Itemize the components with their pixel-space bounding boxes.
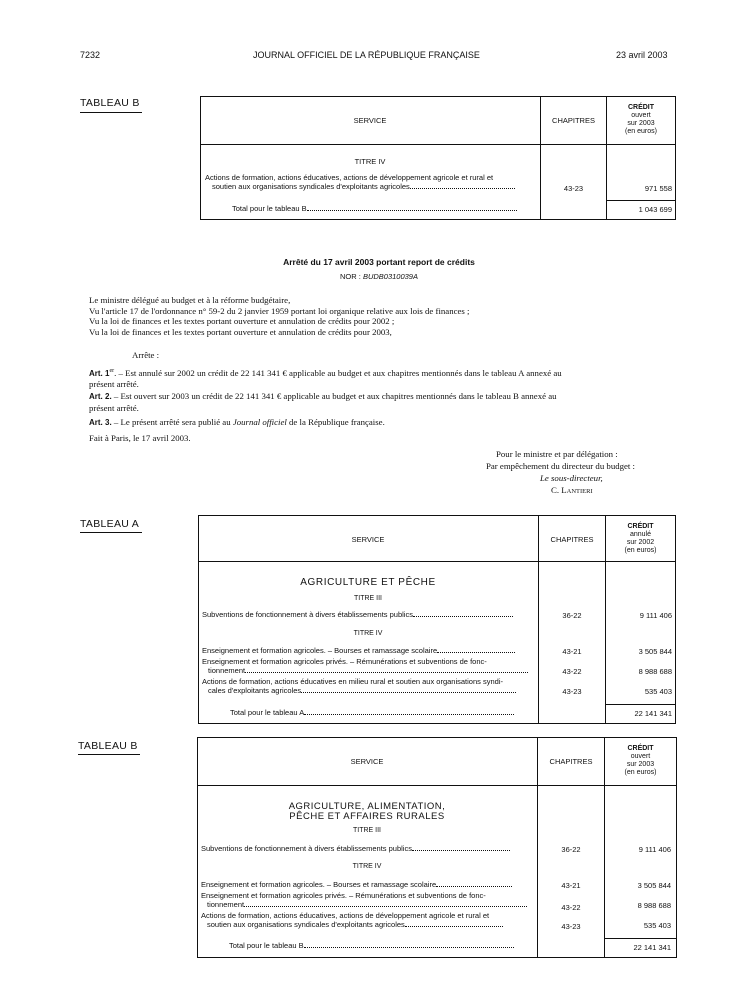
- r4-amt: 535 403: [643, 921, 671, 930]
- label-underline: [80, 112, 142, 113]
- arrete-word: Arrête :: [132, 350, 160, 360]
- total-label: Total pour le tableau A: [230, 708, 514, 717]
- r2-amt: 3 505 844: [637, 881, 671, 890]
- row-r1: Subventions de fonctionnement à divers établissements publics: [201, 844, 510, 853]
- section-title-1: AGRICULTURE, ALIMENTATION,: [288, 801, 446, 812]
- col-chapitres: CHAPITRES: [549, 757, 593, 766]
- r1-amt: 9 111 406: [638, 845, 671, 854]
- table-b2-label: TABLEAU B: [78, 740, 138, 752]
- arrete-title: Arrêté du 17 avril 2003 portant report de crédits: [283, 257, 475, 267]
- r1-chap: 36-22: [561, 845, 581, 854]
- article-1: Art. 1er. – Est annulé sur 2002 un crédit de 22 141 341 € applicable au budget et aux chapitres mentionnés dans le tableau A annexé au présent arrêté.: [89, 367, 562, 390]
- titre-iii: TITRE III: [354, 595, 382, 602]
- col-credit: CRÉDIT ouvert sur 2003 (en euros): [625, 104, 657, 135]
- col-credit: CRÉDIT annulé sur 2002 (en euros): [624, 523, 657, 554]
- article-3: Art. 3. – Le présent arrêté sera publié au Journal officiel de la République française.: [89, 417, 385, 427]
- row-text-2: soutien aux organisations syndicales d'exploitants agricoles: [212, 182, 515, 191]
- sig-4: C. LANTIERI: [551, 485, 593, 495]
- r1-amt: 9 111 406: [639, 611, 672, 620]
- r4-chap: 43-23: [561, 922, 581, 931]
- titre-iv: TITRE IV: [352, 863, 382, 870]
- row-r3-l2: tionnement: [208, 666, 528, 675]
- total-label: Total pour le tableau B: [229, 941, 514, 950]
- total-label: Total pour le tableau B: [232, 204, 517, 213]
- titre-iii: TITRE III: [353, 827, 381, 834]
- row-amount: 971 558: [644, 184, 672, 193]
- r4-amt: 535 403: [644, 687, 672, 696]
- col-credit: CRÉDIT ouvert sur 2003 (en euros): [624, 745, 657, 776]
- r1-chap: 36-22: [562, 611, 582, 620]
- r3-amt: 8 988 688: [637, 901, 671, 910]
- article-2: Art. 2. – Est ouvert sur 2003 un crédit de 22 141 341 € applicable au budget et aux chapitres mentionnés dans le tableau B annexé au présent arrêté.: [89, 391, 557, 413]
- titre-iv: TITRE IV: [353, 630, 383, 637]
- row-r3-l1: Enseignement et formation agricoles privés. – Rémunérations et subventions de fonc-: [201, 891, 486, 900]
- titre-iv: TITRE IV: [354, 157, 386, 166]
- col-chapitres: CHAPITRES: [552, 116, 595, 125]
- section-title: AGRICULTURE ET PÊCHE: [300, 577, 436, 588]
- row-r4-l2: cales d'exploitants agricoles: [208, 686, 516, 695]
- sig-1: Pour le ministre et par délégation :: [496, 449, 618, 459]
- label-underline: [80, 532, 142, 533]
- table-top-label: TABLEAU B: [80, 97, 140, 109]
- page-number: 7232: [80, 50, 101, 60]
- col-chapitres: CHAPITRES: [550, 535, 594, 544]
- col-service: SERVICE: [350, 757, 384, 766]
- total-amount: 22 141 341: [634, 709, 672, 718]
- sig-3: Le sous-directeur,: [540, 473, 603, 483]
- row-r3-l1: Enseignement et formation agricoles privés. – Rémunérations et subventions de fonc-: [202, 657, 487, 666]
- row-r4-l1: Actions de formation, actions éducatives en milieu rural et soutien aux organisations syndi-: [202, 677, 503, 686]
- total-amount: 22 141 341: [633, 943, 671, 952]
- row-text-1: Actions de formation, actions éducatives, actions de développement agricole et rural et: [205, 173, 494, 182]
- r3-chap: 43-22: [561, 903, 581, 912]
- row-chap: 43-23: [563, 184, 584, 193]
- r2-amt: 3 505 844: [638, 647, 672, 656]
- row-r1: Subventions de fonctionnement à divers établissements publics: [202, 610, 513, 619]
- label-underline: [78, 754, 140, 755]
- r4-chap: 43-23: [562, 687, 582, 696]
- row-r3-l2: tionnement: [207, 900, 527, 909]
- journal-title: JOURNAL OFFICIEL DE LA RÉPUBLIQUE FRANÇAISE: [253, 50, 480, 60]
- page-date: 23 avril 2003: [616, 50, 668, 60]
- table-a-label: TABLEAU A: [80, 518, 140, 530]
- row-r4-l2: soutien aux organisations syndicales d'exploitants agricoles: [207, 920, 503, 929]
- r3-chap: 43-22: [562, 667, 582, 676]
- section-title-2: PÊCHE ET AFFAIRES RURALES: [289, 811, 445, 822]
- r2-chap: 43-21: [562, 647, 582, 656]
- col-service: SERVICE: [353, 116, 387, 125]
- r2-chap: 43-21: [561, 881, 581, 890]
- r3-amt: 8 988 688: [638, 667, 672, 676]
- fait-a: Fait à Paris, le 17 avril 2003.: [89, 433, 191, 443]
- visas: Le ministre délégué au budget et à la réforme budgétaire, Vu l'article 17 de l'ordonnance n° 59-2 du 2 janvier 1959 portant loi organique relative aux lois de finances ; Vu la loi de finances et les textes portant ouverture et annulation de crédits pour 2002 ; Vu la loi de finances et les textes portant ouverture et annulation de crédits pour 2003,: [89, 295, 470, 337]
- col-service: SERVICE: [351, 535, 385, 544]
- table-b2: [197, 737, 677, 958]
- table-a: [198, 515, 676, 724]
- row-r2: Enseignement et formation agricoles. – Bourses et ramassage scolaire: [202, 646, 515, 655]
- total-amount: 1 043 699: [638, 205, 672, 214]
- sig-2: Par empêchement du directeur du budget :: [486, 461, 636, 471]
- table-top: [200, 96, 676, 220]
- row-r2: Enseignement et formation agricoles. – Bourses et ramassage scolaire: [201, 880, 512, 889]
- nor: NOR : BUDB0310039A: [340, 272, 418, 281]
- row-r4-l1: Actions de formation, actions éducatives, actions de développement agricole et rural et: [201, 911, 490, 920]
